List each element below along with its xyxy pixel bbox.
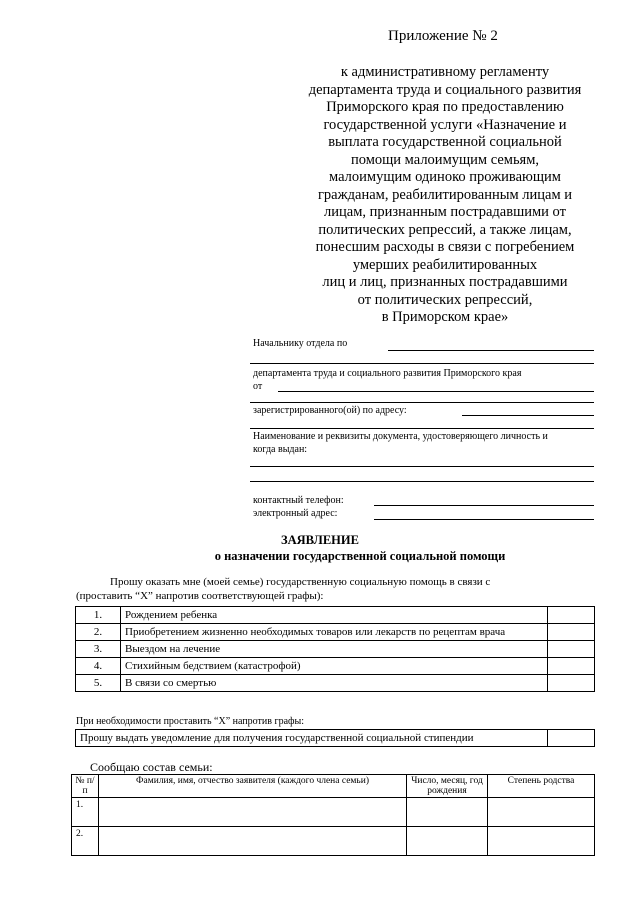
- head-of-department-label: Начальнику отдела по: [253, 338, 348, 349]
- relationship-cell[interactable]: [488, 798, 595, 827]
- head-of-department-field-line2[interactable]: [250, 363, 594, 364]
- column-header-relationship: Степень родства: [488, 775, 595, 798]
- reason-text: Стихийным бедствием (катастрофой): [121, 658, 548, 675]
- reason-text: Выездом на лечение: [121, 641, 548, 658]
- reason-number: 4.: [76, 658, 121, 675]
- regulation-reference: [280, 64, 610, 327]
- table-row: [72, 798, 595, 827]
- reason-checkbox[interactable]: [548, 624, 595, 641]
- table-row: [76, 675, 595, 692]
- notification-table: [75, 729, 595, 747]
- identity-document-label-line2: когда выдан:: [253, 444, 308, 455]
- birth-date-cell[interactable]: [407, 827, 488, 856]
- reason-text: В связи со смертью: [121, 675, 548, 692]
- reason-number: 3.: [76, 641, 121, 658]
- row-number: 2.: [72, 827, 99, 856]
- regulation-line: политических репрессий, а также лицам,: [318, 221, 572, 238]
- address-label: зарегистрированного(ой) по адресу:: [253, 405, 407, 416]
- regulation-line: Приморского края по предоставлению: [326, 99, 564, 115]
- row-number: 1.: [72, 798, 99, 827]
- reason-number: 2.: [76, 624, 121, 641]
- regulation-line: малоимущим одиноко проживающим: [329, 169, 561, 185]
- family-composition-title: Сообщаю состав семьи:: [90, 760, 213, 774]
- appendix-title: Приложение № 2: [388, 28, 498, 44]
- request-text: Прошу оказать мне (моей семье) государственную социальную помощь в связи с: [110, 576, 491, 588]
- reasons-table: [75, 606, 595, 692]
- optional-note: При необходимости проставить “Х” напротив графы:: [76, 716, 304, 727]
- email-label: электронный адрес:: [253, 508, 338, 519]
- regulation-line: гражданам, реабилитированным лицам и: [317, 186, 573, 203]
- document-title: ЗАЯВЛЕНИЕ: [281, 533, 359, 547]
- department-label: департамента труда и социального развития Приморского края: [253, 368, 522, 379]
- table-row: [76, 641, 595, 658]
- column-header-full-name: Фамилия, имя, отчество заявителя (каждого члена семьи): [99, 775, 407, 798]
- regulation-line: помощи малоимущим семьям,: [350, 151, 540, 168]
- notification-checkbox[interactable]: [548, 730, 595, 747]
- table-row: [76, 658, 595, 675]
- reason-number: 5.: [76, 675, 121, 692]
- regulation-line: департамента труда и социального развития: [308, 81, 582, 98]
- reason-checkbox[interactable]: [548, 607, 595, 624]
- regulation-line: лицам, признанным пострадавшими от: [324, 204, 566, 220]
- identity-document-field[interactable]: [250, 466, 594, 467]
- family-table: [71, 774, 595, 856]
- relationship-cell[interactable]: [488, 827, 595, 856]
- table-row: [76, 730, 595, 747]
- phone-label: контактный телефон:: [253, 495, 344, 506]
- regulation-line: в Приморском крае»: [381, 309, 509, 325]
- table-row: [72, 827, 595, 856]
- full-name-cell[interactable]: [99, 798, 407, 827]
- regulation-line: к административному регламенту: [340, 64, 550, 80]
- reason-number: 1.: [76, 607, 121, 624]
- phone-field[interactable]: [374, 505, 594, 506]
- full-name-cell[interactable]: [99, 827, 407, 856]
- column-header-number: № п/п: [72, 775, 99, 798]
- applicant-name-field[interactable]: [278, 391, 594, 392]
- column-header-birth-date: Число, месяц, год рождения: [407, 775, 488, 798]
- identity-document-field-line2[interactable]: [250, 481, 594, 482]
- identity-document-label: Наименование и реквизиты документа, удостоверяющего личность и: [253, 431, 548, 442]
- regulation-line: выплата государственной социальной: [328, 134, 562, 150]
- reason-text: Приобретением жизненно необходимых товаров или лекарств по рецептам врача: [121, 624, 548, 641]
- table-header-row: [72, 775, 595, 798]
- reason-checkbox[interactable]: [548, 641, 595, 658]
- table-row: [76, 624, 595, 641]
- regulation-line: умерших реабилитированных: [352, 256, 538, 273]
- request-instruction: (проставить “Х” напротив соответствующей графы):: [76, 590, 324, 602]
- email-field[interactable]: [374, 519, 594, 520]
- reason-text: Рождением ребенка: [121, 607, 548, 624]
- applicant-name-field-line2[interactable]: [250, 402, 594, 403]
- from-label: от: [253, 381, 263, 392]
- regulation-line: лиц и лиц, признанных пострадавшими: [322, 274, 568, 290]
- head-of-department-field[interactable]: [388, 350, 594, 351]
- birth-date-cell[interactable]: [407, 798, 488, 827]
- address-field-line2[interactable]: [250, 428, 594, 429]
- table-row: [76, 607, 595, 624]
- reason-checkbox[interactable]: [548, 658, 595, 675]
- reason-checkbox[interactable]: [548, 675, 595, 692]
- regulation-line: государственной услуги «Назначение и: [323, 116, 567, 133]
- address-field[interactable]: [462, 415, 594, 416]
- document-subtitle: о назначении государственной социальной помощи: [214, 549, 506, 563]
- notification-text: Прошу выдать уведомление для получения государственной социальной стипендии: [76, 730, 548, 747]
- regulation-line: от политических репрессий,: [357, 291, 533, 308]
- regulation-line: понесшим расходы в связи с погребением: [315, 239, 575, 255]
